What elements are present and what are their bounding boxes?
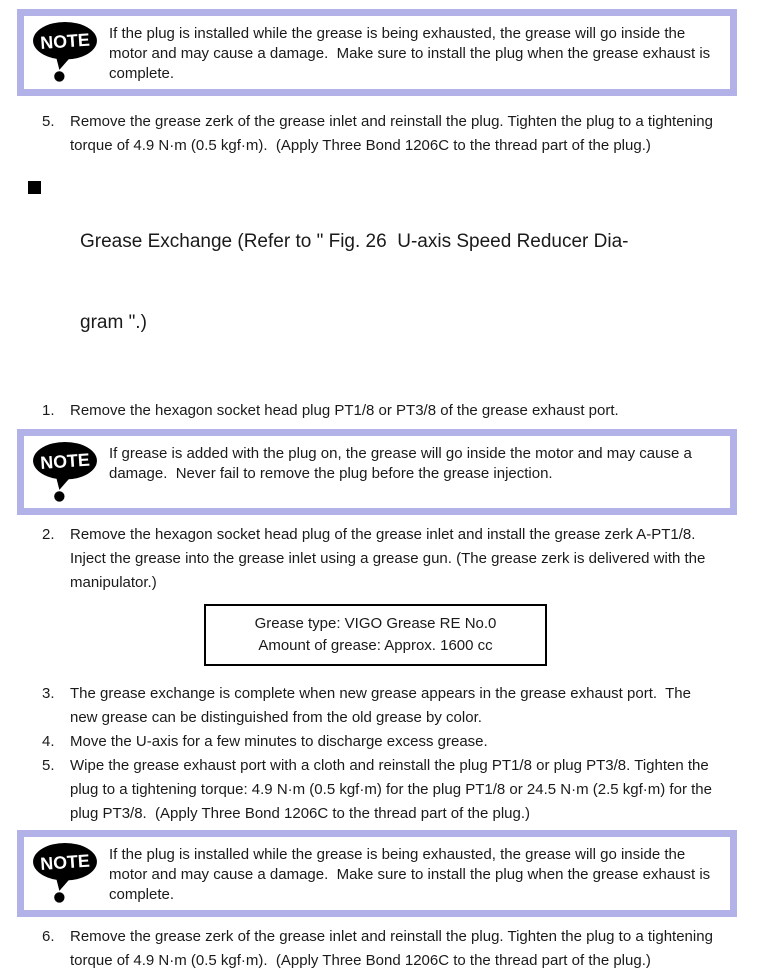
note-text: If the plug is installed while the grease is being exhausted, the grease will go inside the motor and may cause a damage. Make sure to install the plug when the grease exhaust is complete.: [109, 25, 715, 82]
section-heading-line2: gram ".): [80, 312, 147, 333]
grease-type: Grease type: VIGO Grease RE No.0: [254, 615, 497, 632]
manual-page: [0, 9, 761, 969]
section-heading-text: [80, 174, 629, 390]
note-icon-label: NOTE: [39, 850, 91, 875]
step-item: [42, 523, 720, 595]
step-item: [42, 754, 720, 826]
step-number: 5.: [42, 113, 55, 130]
step-text: Wipe the grease exhaust port with a cloth and reinstall the plug PT1/8 or plug PT3/8. Tighten the plug to a tightening torque: 4.9 N·m (0.5 kgf·m) for the plug PT1/8 or 24.5 N·m (2.5 kgf·m) for the plug PT3/8. (Apply Three Bond 1206C to the thread part of the plug.): [70, 757, 717, 822]
section-heading-line1: Grease Exchange (Refer to " Fig. 26 U-axis Speed Reducer Dia-: [80, 231, 629, 252]
grease-spec-box: [204, 604, 547, 666]
note-icon-label: NOTE: [39, 29, 91, 54]
step-item: [42, 925, 720, 973]
note-icon-label: NOTE: [39, 449, 91, 474]
step-item: [42, 730, 720, 754]
note-balloon-icon: [31, 21, 99, 83]
step-item: [42, 682, 720, 730]
note-text: If the plug is installed while the grease is being exhausted, the grease will go inside the motor and may cause a damage. Make sure to install the plug when the grease exhaust is complete.: [109, 846, 715, 903]
step-number: 5.: [42, 757, 55, 774]
note-text: If grease is added with the plug on, the grease will go inside the motor and may cause a damage. Never fail to remove the plug before the grease injection.: [109, 445, 697, 482]
step-number: 2.: [42, 526, 55, 543]
step-text: Remove the hexagon socket head plug PT1/8 or PT3/8 of the grease exhaust port.: [70, 402, 619, 419]
note-balloon-icon: [31, 842, 99, 904]
note-box-bottom: [17, 830, 737, 917]
step-item: [42, 399, 720, 423]
step-text: Move the U-axis for a few minutes to discharge excess grease.: [70, 733, 488, 750]
step-text: Remove the hexagon socket head plug of the grease inlet and install the grease zerk A-PT1/8. Inject the grease into the grease inlet using a grease gun. (The grease zerk is delivered with the manipulator.): [70, 526, 710, 591]
grease-amount: Amount of grease: Approx. 1600 cc: [258, 637, 493, 654]
note-balloon-icon: [31, 441, 99, 503]
step-number: 3.: [42, 685, 55, 702]
section-heading: [28, 174, 761, 390]
step-number: 1.: [42, 402, 55, 419]
note-box-top: [17, 9, 737, 96]
step-item: [42, 110, 720, 158]
step-text: Remove the grease zerk of the grease inlet and reinstall the plug. Tighten the plug to a tightening torque of 4.9 N·m (0.5 kgf·m). (Apply Three Bond 1206C to the thread part of the plug.): [70, 928, 718, 969]
step-number: 6.: [42, 928, 55, 945]
square-bullet-icon: [28, 181, 41, 194]
step-text: Remove the grease zerk of the grease inlet and reinstall the plug. Tighten the plug to a tightening torque of 4.9 N·m (0.5 kgf·m). (Apply Three Bond 1206C to the thread part of the plug.): [70, 113, 718, 154]
step-number: 4.: [42, 733, 55, 750]
step-text: The grease exchange is complete when new grease appears in the grease exhaust port. The new grease can be distinguished from the old grease by color.: [70, 685, 696, 726]
note-box-middle: [17, 429, 737, 515]
